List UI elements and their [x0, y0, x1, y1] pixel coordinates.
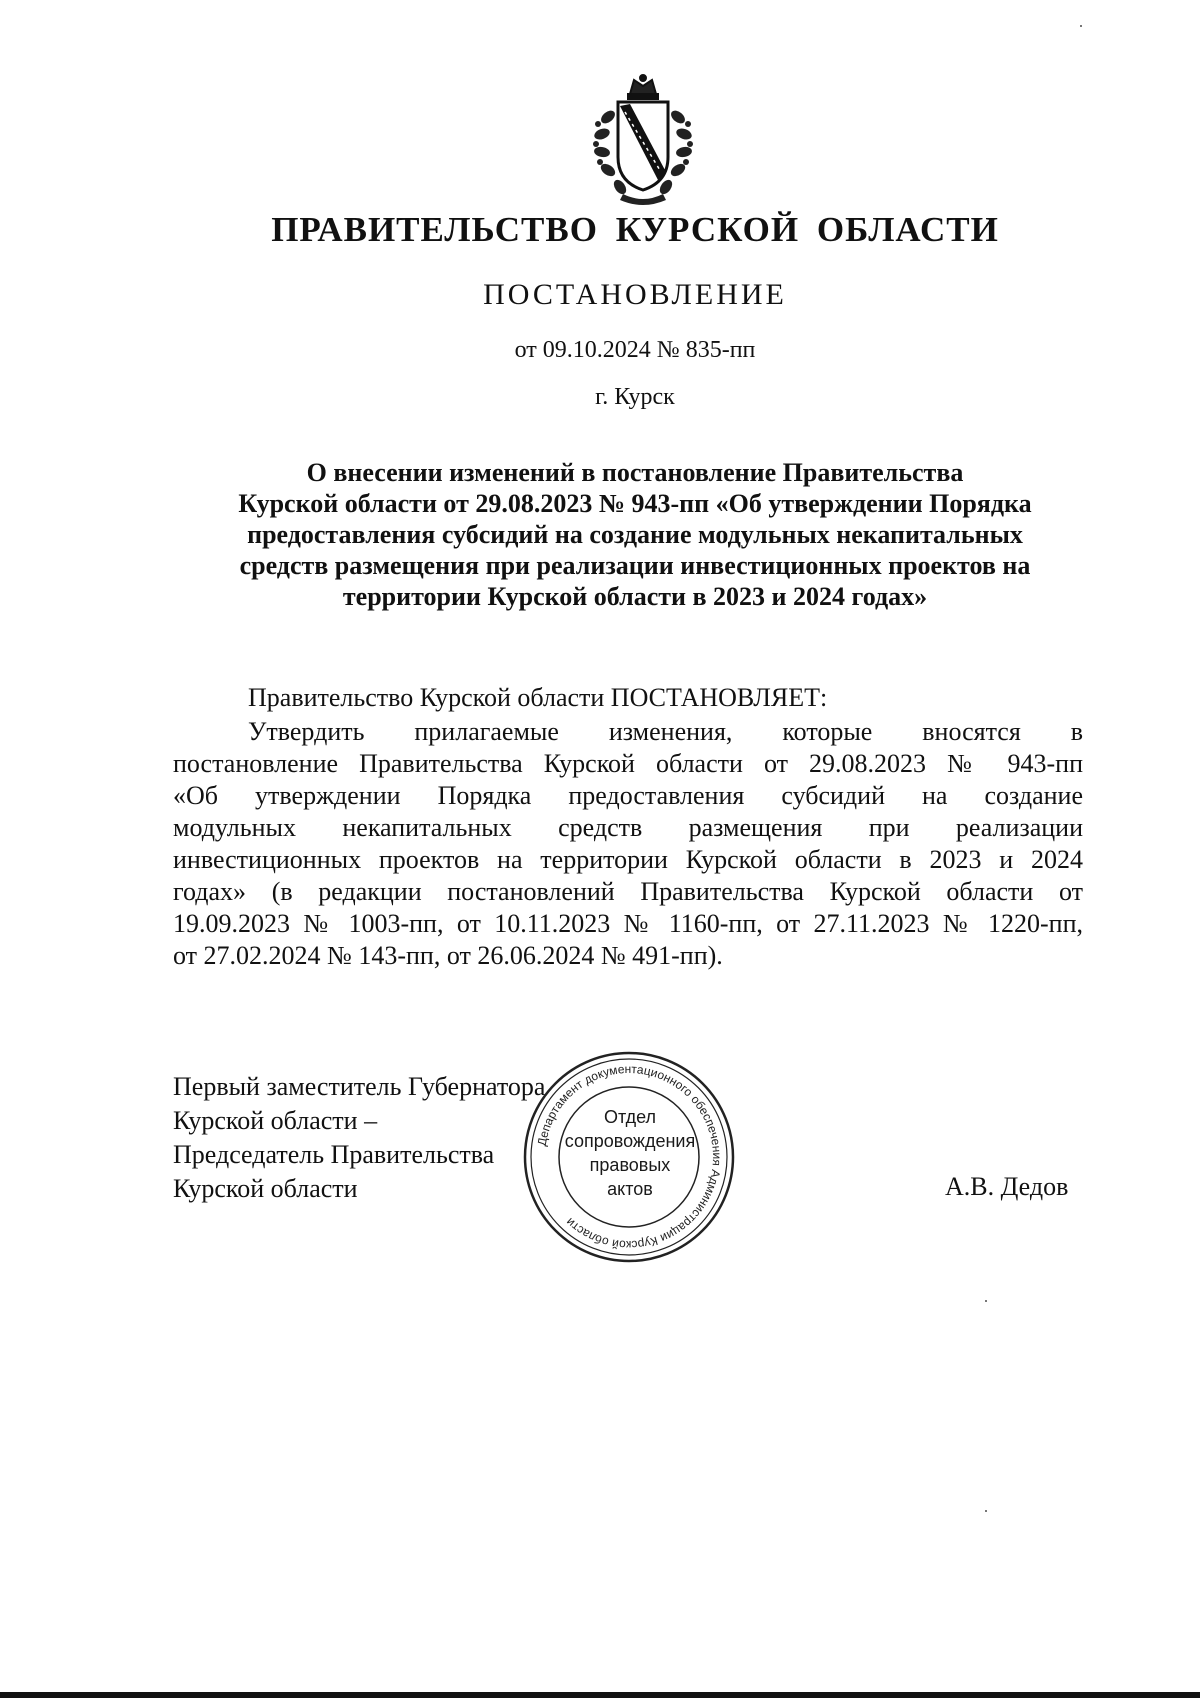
signer-position-line: Председатель Правительства: [173, 1140, 495, 1169]
document-type: ПОСТАНОВЛЕНИЕ: [483, 278, 787, 311]
body-paragraph: [173, 716, 1083, 972]
signer-position-line: Курской области –: [173, 1106, 378, 1135]
scan-speck: [1080, 25, 1082, 27]
bottom-edge-line: [0, 1692, 1200, 1698]
document-date-number: от 09.10.2024 № 835-пп: [514, 337, 756, 363]
scan-speck: [985, 1510, 987, 1512]
signer-position-line: Курской области: [173, 1174, 358, 1203]
body-line: от 27.02.2024 № 143-пп, от 26.06.2024 № 491-пп).: [173, 941, 723, 970]
body-line: 19.09.2023 № 1003-пп, от 10.11.2023 № 1160-пп, от 27.11.2023 № 1220-пп,: [173, 909, 1083, 938]
scan-speck: [985, 1300, 987, 1302]
body-line: инвестиционных проектов на территории Курской области в 2023 и 2024: [173, 845, 1083, 874]
kursk-coat-of-arms-icon: [568, 72, 718, 212]
body-line: Утвердить прилагаемые изменения, которые вносятся в: [248, 717, 1083, 746]
preamble: Правительство Курской области ПОСТАНОВЛЯЕТ:: [248, 683, 828, 712]
subject-line: О внесении изменений в постановление Правительства: [306, 458, 964, 487]
subject-line: Курской области от 29.08.2023 № 943-пп «Об утверждении Порядка: [238, 489, 1032, 518]
government-title: ПРАВИТЕЛЬСТВО КУРСКОЙ ОБЛАСТИ: [271, 210, 999, 249]
subject-line: территории Курской области в 2023 и 2024 годах»: [342, 582, 928, 611]
subject-line: предоставления субсидий на создание модульных некапитальных: [247, 520, 1023, 549]
signer-position-line: Первый заместитель Губернатора: [173, 1072, 546, 1101]
body-line: постановление Правительства Курской области от 29.08.2023 № 943-пп: [173, 749, 1083, 778]
signer-name: А.В. Дедов: [945, 1172, 1069, 1201]
body-line: «Об утверждении Порядка предоставления субсидий на создание: [173, 781, 1083, 810]
stamp-ring-text: Департамент документационного обеспечения Администрации Курской области: [534, 1061, 725, 1253]
stamp-line: актов: [607, 1179, 653, 1199]
signer-position: [173, 1070, 545, 1206]
stamp-line: правовых: [589, 1155, 671, 1175]
stamp-line: Отдел: [603, 1107, 657, 1127]
document-city: г. Курск: [595, 384, 675, 410]
body-line: модульных некапитальных средств размещения при реализации: [173, 813, 1083, 842]
document-subject: [150, 457, 1120, 612]
body-line: годах» (в редакции постановлений Правительства Курской области от: [173, 877, 1083, 906]
subject-line: средств размещения при реализации инвестиционных проектов на: [239, 551, 1031, 580]
stamp-center-text: [560, 1105, 700, 1201]
stamp-line: сопровождения: [564, 1131, 696, 1151]
